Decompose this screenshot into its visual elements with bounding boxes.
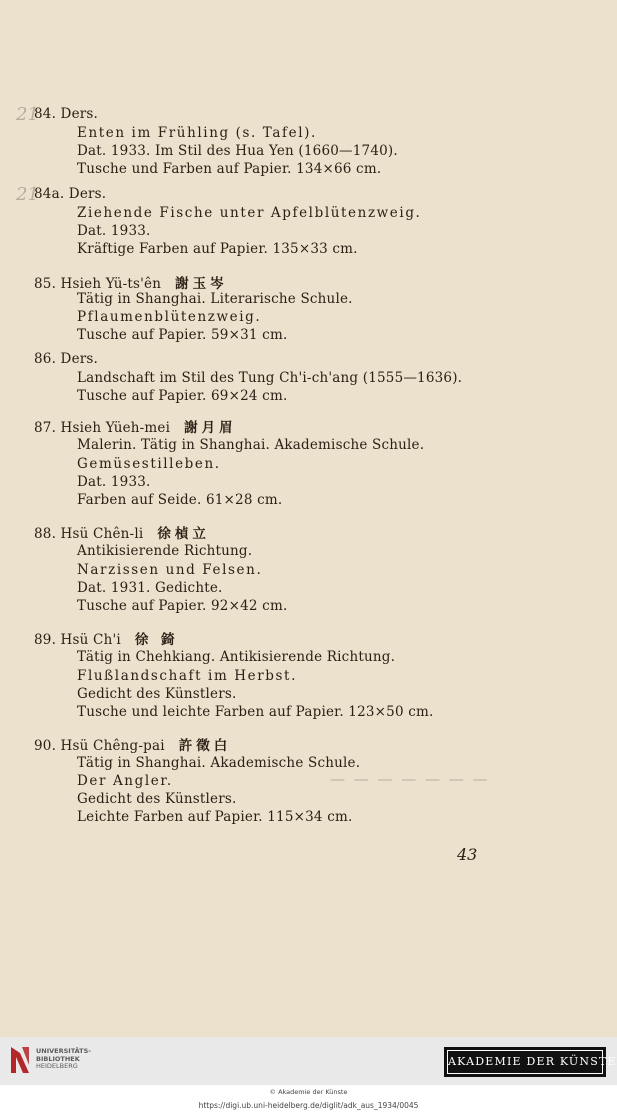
entry-detail: Tusche auf Papier. 92×42 cm. bbox=[77, 598, 288, 614]
entry-heading: 85. Hsieh Yü-ts'ên 謝玉岑 bbox=[34, 276, 228, 292]
entry-title: Landschaft im Stil des Tung Ch'i-ch'ang (1555—1636). bbox=[77, 370, 463, 386]
chinese-name: 謝玉岑 bbox=[175, 276, 228, 292]
entry-detail: Dat. 1933. bbox=[77, 474, 151, 490]
chinese-name: 徐楨立 bbox=[157, 526, 210, 542]
entry-detail: Farben auf Seide. 61×28 cm. bbox=[77, 492, 283, 508]
entry-detail: Gedicht des Künstlers. bbox=[77, 791, 237, 807]
university-library-label[interactable]: UNIVERSITÄTS- BIBLIOTHEK HEIDELBERG bbox=[36, 1047, 91, 1071]
entry-title: Der Angler. bbox=[77, 773, 173, 789]
entry-title: Gemüsestilleben. bbox=[77, 456, 221, 472]
copyright-text: © Akademie der Künste bbox=[269, 1088, 348, 1096]
entry-title: Enten im Frühling (s. Tafel). bbox=[77, 125, 317, 141]
university-library-logo-icon[interactable] bbox=[8, 1043, 32, 1077]
page-footer bbox=[0, 1085, 617, 1114]
akademie-der-kuenste-logo[interactable]: AKADEMIE DER KÜNSTE bbox=[444, 1047, 606, 1077]
entry-heading: 90. Hsü Chêng-pai 許徵白 bbox=[34, 738, 232, 754]
entry-heading: 84. Ders. bbox=[34, 106, 99, 122]
entry-detail: Antikisierende Richtung. bbox=[77, 543, 253, 559]
entry-detail: Malerin. Tätig in Shanghai. Akademische Schule. bbox=[77, 437, 425, 453]
entry-detail: Dat. 1931. Gedichte. bbox=[77, 580, 223, 596]
chinese-name: 徐 錡 bbox=[134, 632, 179, 648]
pencil-annotation: — — — — — — — bbox=[330, 770, 490, 788]
chinese-name: 謝月眉 bbox=[184, 420, 237, 436]
entry-detail: Tusche auf Papier. 59×31 cm. bbox=[77, 327, 288, 343]
entry-title: Narzissen und Felsen. bbox=[77, 562, 263, 578]
page-number: 43 bbox=[457, 845, 478, 864]
entry-detail: Tusche und Farben auf Papier. 134×66 cm. bbox=[77, 161, 382, 177]
entry-detail: Tätig in Chehkiang. Antikisierende Richtung. bbox=[77, 649, 396, 665]
viewer-footer-bar bbox=[0, 1037, 617, 1085]
entry-heading: 86. Ders. bbox=[34, 351, 99, 367]
chinese-name: 許徵白 bbox=[178, 738, 232, 754]
entry-detail: Gedicht des Künstlers. bbox=[77, 686, 237, 702]
entry-detail: Tusche und leichte Farben auf Papier. 123×50 cm. bbox=[77, 704, 434, 720]
entry-detail: Tusche auf Papier. 69×24 cm. bbox=[77, 388, 288, 404]
entry-heading: 84a. Ders. bbox=[34, 186, 107, 202]
source-url-link[interactable]: https://digi.ub.uni-heidelberg.de/diglit/adk_aus_1934/0045 bbox=[198, 1101, 419, 1110]
entry-detail: Tätig in Shanghai. Literarische Schule. bbox=[77, 291, 353, 307]
entry-heading: 89. Hsü Ch'i 徐 錡 bbox=[34, 632, 179, 648]
pencil-mark: 21 bbox=[16, 104, 39, 125]
entry-detail: Dat. 1933. Im Stil des Hua Yen (1660—1740). bbox=[77, 143, 398, 159]
entry-title: Flußlandschaft im Herbst. bbox=[77, 668, 297, 684]
entry-title: Pflaumenblütenzweig. bbox=[77, 309, 262, 325]
entry-detail: Leichte Farben auf Papier. 115×34 cm. bbox=[77, 809, 353, 825]
entry-heading: 88. Hsü Chên-li 徐楨立 bbox=[34, 526, 210, 542]
entry-detail: Kräftige Farben auf Papier. 135×33 cm. bbox=[77, 241, 358, 257]
entry-title: Ziehende Fische unter Apfelblütenzweig. bbox=[77, 205, 422, 221]
entry-detail: Tätig in Shanghai. Akademische Schule. bbox=[77, 755, 361, 771]
entry-detail: Dat. 1933. bbox=[77, 223, 151, 239]
pencil-mark: 21 bbox=[16, 184, 39, 205]
entry-heading: 87. Hsieh Yüeh-mei 謝月眉 bbox=[34, 420, 237, 436]
